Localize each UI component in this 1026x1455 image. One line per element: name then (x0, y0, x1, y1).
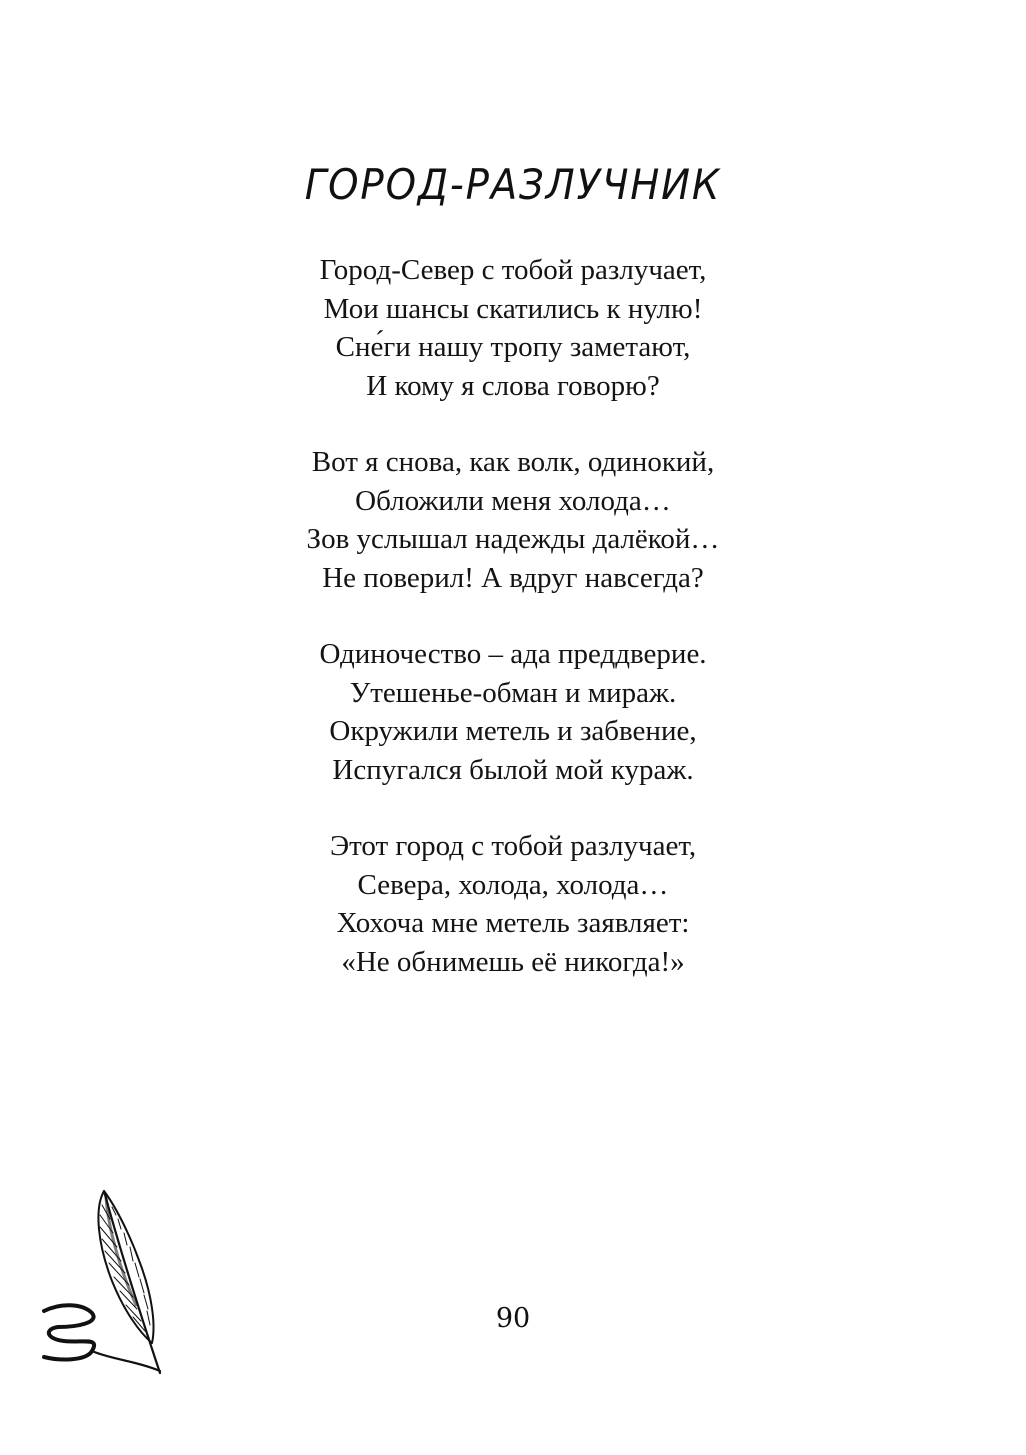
poem-line: Обложили меня холода… (355, 484, 671, 517)
poem-body (0, 251, 1026, 1019)
poem-line: Не поверил! А вдруг навсегда? (322, 561, 704, 594)
stanza-4 (0, 827, 1026, 981)
poem-line: Окружили метель и забвение, (329, 715, 697, 747)
poem-line: «Не обнимешь её никогда!» (341, 945, 685, 978)
poem-title: ГОРОД-РАЗЛУЧНИК (304, 160, 722, 209)
poem-line: Город-Север с тобой разлучает, (319, 254, 707, 286)
page-number: 90 (495, 1303, 531, 1334)
poem-line: И кому я слова говорю? (366, 369, 660, 402)
poem-line: Зов услышал надежды далёкой… (306, 523, 720, 555)
poem-line: Хохоча мне метель заявляет: (336, 907, 690, 939)
poem-line: Вот я снова, как волк, одинокий, (311, 446, 715, 478)
stanza-2 (0, 443, 1026, 597)
poem-line: Этот город с тобой разлучает, (329, 830, 697, 862)
stanza-3 (0, 635, 1026, 789)
poem-line: Севера, холода, холода… (357, 868, 669, 901)
stanza-1 (0, 251, 1026, 405)
poem-line: Одиночество – ада преддверие. (319, 638, 707, 670)
poem-line: Испугался былой мой кураж. (332, 753, 694, 786)
quill-pen-icon (36, 1185, 176, 1385)
poem-line: Мои шансы скатились к нулю! (323, 292, 703, 325)
poem-line: Утешенье-обман и мираж. (349, 676, 677, 709)
poem-line: Сне́ги нашу тропу заметают, (335, 331, 691, 363)
